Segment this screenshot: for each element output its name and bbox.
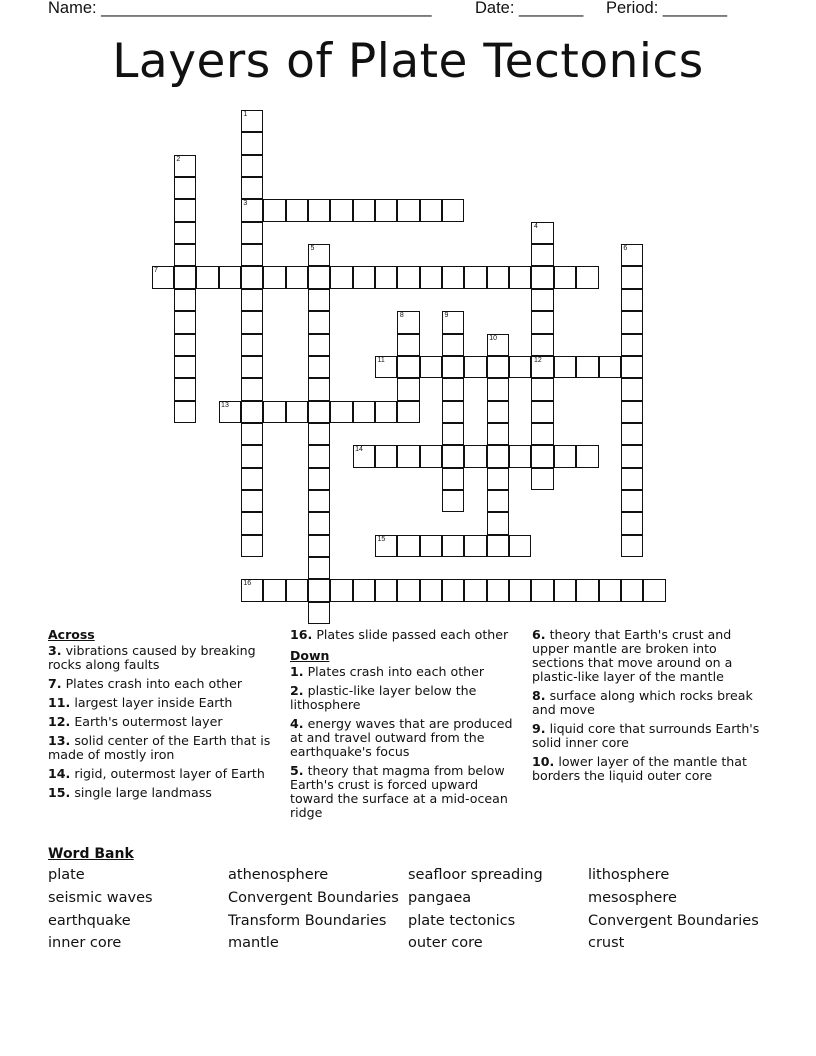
crossword-cell[interactable] [487, 378, 509, 400]
clue-down-1: 1. Plates crash into each other [290, 664, 485, 679]
clue-number: 13 [221, 401, 229, 409]
crossword-cell[interactable] [621, 512, 643, 534]
crossword-cell[interactable] [241, 423, 263, 445]
crossword-cell[interactable] [621, 334, 643, 356]
crossword-cell[interactable] [531, 445, 553, 467]
down-clues-column-3 [532, 628, 768, 788]
crossword-cell[interactable] [442, 378, 464, 400]
clue-number: 14 [355, 446, 363, 454]
crossword-cell[interactable] [219, 266, 241, 288]
crossword-cell[interactable] [174, 311, 196, 333]
word-bank-item: mantle [228, 935, 279, 951]
crossword-cell[interactable] [464, 445, 486, 467]
crossword-cell[interactable] [509, 535, 531, 557]
crossword-cell[interactable] [621, 289, 643, 311]
clue-across-14: 14. rigid, outermost layer of Earth [48, 766, 265, 781]
crossword-cell[interactable] [531, 579, 553, 601]
word-bank-item: Transform Boundaries [228, 913, 387, 929]
word-bank-item: Convergent Boundaries [588, 913, 759, 929]
crossword-cell[interactable] [397, 199, 419, 221]
crossword-cell[interactable] [621, 356, 643, 378]
crossword-cell[interactable] [174, 356, 196, 378]
crossword-cell[interactable] [509, 266, 531, 288]
crossword-cell[interactable] [196, 266, 218, 288]
crossword-cell[interactable] [241, 110, 263, 132]
crossword-cell[interactable] [531, 266, 553, 288]
crossword-cell[interactable] [531, 401, 553, 423]
clue-across-7: 7. Plates crash into each other [48, 676, 243, 691]
clue-down-4: 4. energy waves that are produced at and travel outward from the earthquake's focus [290, 716, 513, 759]
crossword-cell[interactable] [464, 356, 486, 378]
crossword-cell[interactable] [308, 266, 330, 288]
period-field[interactable]: Period: _______ [606, 0, 728, 17]
word-bank-item: pangaea [408, 890, 472, 906]
clue-number: 5 [310, 245, 315, 253]
crossword-cell[interactable] [241, 378, 263, 400]
crossword-cell[interactable] [308, 602, 330, 624]
crossword-cell[interactable] [286, 579, 308, 601]
crossword-cell[interactable] [442, 468, 464, 490]
crossword-cell[interactable] [464, 535, 486, 557]
crossword-cell[interactable] [330, 266, 352, 288]
crossword-cell[interactable] [353, 266, 375, 288]
word-bank-item: earthquake [48, 913, 131, 929]
crossword-cell[interactable] [241, 289, 263, 311]
crossword-cell[interactable] [353, 445, 375, 467]
clue-number: 10 [489, 334, 498, 342]
across-heading: Across [48, 627, 95, 642]
crossword-cell[interactable] [308, 244, 330, 266]
crossword-cell[interactable] [487, 423, 509, 445]
clue-number: 4 [533, 222, 538, 230]
crossword-cell[interactable] [487, 535, 509, 557]
clue-number: 16 [243, 580, 252, 588]
crossword-cell[interactable] [330, 579, 352, 601]
clue-number: 9 [444, 312, 449, 320]
crossword-cell[interactable] [531, 334, 553, 356]
word-bank-item: plate tectonics [408, 913, 516, 929]
crossword-cell[interactable] [531, 289, 553, 311]
crossword-cell[interactable] [353, 199, 375, 221]
crossword-cell[interactable] [375, 356, 397, 378]
crossword-cell[interactable] [442, 579, 464, 601]
crossword-cell[interactable] [308, 401, 330, 423]
crossword-cell[interactable] [621, 378, 643, 400]
crossword-cell[interactable] [397, 266, 419, 288]
crossword-cell[interactable] [531, 311, 553, 333]
clue-number: 11 [377, 356, 385, 364]
crossword-cell[interactable] [174, 222, 196, 244]
crossword-cell[interactable] [397, 334, 419, 356]
clue-number: 12 [533, 356, 542, 364]
clue-down-10: 10. lower layer of the mantle that borders the liquid outer core [532, 754, 747, 783]
crossword-cell[interactable] [487, 445, 509, 467]
word-bank-item: Convergent Boundaries [228, 890, 399, 906]
crossword-cell[interactable] [554, 356, 576, 378]
crossword-cell[interactable] [375, 266, 397, 288]
crossword-cell[interactable] [420, 535, 442, 557]
crossword-cell[interactable] [241, 468, 263, 490]
crossword-cell[interactable] [286, 266, 308, 288]
word-bank-heading: Word Bank [48, 846, 134, 862]
crossword-cell[interactable] [241, 222, 263, 244]
crossword-cell[interactable] [442, 490, 464, 512]
clue-down-9: 9. liquid core that surrounds Earth's solid inner core [532, 721, 760, 750]
crossword-cell[interactable] [308, 445, 330, 467]
crossword-cell[interactable] [219, 401, 241, 423]
crossword-cell[interactable] [308, 579, 330, 601]
crossword-cell[interactable] [308, 378, 330, 400]
crossword-cell[interactable] [487, 334, 509, 356]
crossword-cell[interactable] [308, 490, 330, 512]
crossword-cell[interactable] [241, 132, 263, 154]
crossword-cell[interactable] [621, 445, 643, 467]
crossword-cell[interactable] [397, 535, 419, 557]
crossword-cell[interactable] [621, 490, 643, 512]
crossword-cell[interactable] [263, 199, 285, 221]
crossword-cell[interactable] [308, 289, 330, 311]
clue-number: 8 [399, 312, 404, 320]
crossword-cell[interactable] [442, 356, 464, 378]
crossword-cell[interactable] [554, 579, 576, 601]
crossword-cell[interactable] [487, 356, 509, 378]
crossword-cell[interactable] [531, 468, 553, 490]
crossword-cell[interactable] [308, 423, 330, 445]
crossword-cell[interactable] [420, 199, 442, 221]
crossword-cell[interactable] [576, 579, 598, 601]
crossword-cell[interactable] [420, 266, 442, 288]
crossword-cell[interactable] [241, 199, 263, 221]
crossword-cell[interactable] [621, 266, 643, 288]
crossword-cell[interactable] [531, 222, 553, 244]
crossword-cell[interactable] [397, 445, 419, 467]
crossword-cell[interactable] [241, 311, 263, 333]
crossword-cell[interactable] [531, 356, 553, 378]
crossword-cell[interactable] [576, 266, 598, 288]
crossword-cell[interactable] [241, 155, 263, 177]
crossword-cell[interactable] [420, 579, 442, 601]
down-heading: Down [290, 648, 330, 663]
crossword-cell[interactable] [509, 579, 531, 601]
crossword-cell[interactable] [263, 266, 285, 288]
clue-across-15: 15. single large landmass [48, 785, 212, 800]
crossword-cell[interactable] [576, 445, 598, 467]
crossword-cell[interactable] [487, 490, 509, 512]
crossword-cell[interactable] [621, 579, 643, 601]
clue-number: 1 [243, 111, 248, 118]
crossword-cell[interactable] [375, 579, 397, 601]
crossword-cell[interactable] [621, 401, 643, 423]
crossword-cell[interactable] [308, 356, 330, 378]
crossword-cell[interactable] [241, 445, 263, 467]
clue-number: 15 [377, 535, 386, 543]
crossword-cell[interactable] [487, 468, 509, 490]
crossword-cell[interactable] [174, 401, 196, 423]
crossword-cell[interactable] [152, 266, 174, 288]
word-bank-item: plate [48, 867, 85, 883]
crossword-cell[interactable] [241, 334, 263, 356]
clue-number: 6 [623, 245, 628, 253]
crossword-cell[interactable] [174, 244, 196, 266]
crossword-cell[interactable] [263, 579, 285, 601]
crossword-cell[interactable] [174, 334, 196, 356]
crossword-cell[interactable] [487, 266, 509, 288]
crossword-cell[interactable] [442, 445, 464, 467]
crossword-cell[interactable] [576, 356, 598, 378]
crossword-cell[interactable] [308, 512, 330, 534]
crossword-cell[interactable] [643, 579, 665, 601]
crossword-cell[interactable] [174, 289, 196, 311]
crossword-cell[interactable] [442, 423, 464, 445]
crossword-cell[interactable] [442, 311, 464, 333]
crossword-cell[interactable] [621, 535, 643, 557]
crossword-cell[interactable] [487, 512, 509, 534]
clue-number: 3 [243, 200, 248, 208]
crossword-cell[interactable] [397, 579, 419, 601]
crossword-cell[interactable] [397, 378, 419, 400]
crossword-cell[interactable] [286, 199, 308, 221]
crossword-cell[interactable] [241, 512, 263, 534]
crossword-cell[interactable] [241, 401, 263, 423]
clue-across-12: 12. Earth's outermost layer [48, 714, 223, 729]
crossword-cell[interactable] [330, 401, 352, 423]
crossword-cell[interactable] [241, 579, 263, 601]
crossword-cell[interactable] [531, 378, 553, 400]
crossword-cell[interactable] [464, 579, 486, 601]
word-bank-item: seismic waves [48, 890, 153, 906]
crossword-cell[interactable] [487, 579, 509, 601]
clue-across-11: 11. largest layer inside Earth [48, 695, 233, 710]
crossword-cell[interactable] [241, 266, 263, 288]
crossword-cell[interactable] [621, 244, 643, 266]
crossword-cell[interactable] [621, 468, 643, 490]
clue-down-6: 6. theory that Earth's crust and upper mantle are broken into sections that move around on a plastic-like layer of the mantle [532, 627, 733, 684]
across-clues-column-1 [48, 628, 274, 805]
crossword-cell[interactable] [509, 356, 531, 378]
crossword-cell[interactable] [174, 266, 196, 288]
crossword-cell[interactable] [375, 445, 397, 467]
crossword-cell[interactable] [442, 199, 464, 221]
clues-column-2 [290, 628, 518, 825]
page-title: Layers of Plate Tectonics [112, 34, 704, 89]
word-bank-item: mesosphere [588, 890, 677, 906]
crossword-cell[interactable] [599, 356, 621, 378]
crossword-cell[interactable] [464, 266, 486, 288]
crossword-cell[interactable] [375, 401, 397, 423]
word-bank-item: seafloor spreading [408, 867, 543, 883]
crossword-cell[interactable] [241, 490, 263, 512]
clue-across-3: 3. vibrations caused by breaking rocks along faults [48, 643, 256, 672]
crossword-cell[interactable] [375, 535, 397, 557]
clue-number: 7 [154, 267, 158, 275]
crossword-cell[interactable] [174, 199, 196, 221]
crossword-cell[interactable] [531, 423, 553, 445]
word-bank-item: athenosphere [228, 867, 329, 883]
crossword-cell[interactable] [174, 177, 196, 199]
date-field[interactable]: Date: _______ [475, 0, 584, 17]
crossword-cell[interactable] [241, 535, 263, 557]
crossword-cell[interactable] [353, 579, 375, 601]
crossword-cell[interactable] [308, 468, 330, 490]
word-bank-item: inner core [48, 935, 122, 951]
crossword-cell[interactable] [442, 401, 464, 423]
crossword-cell[interactable] [375, 199, 397, 221]
crossword-cell[interactable] [621, 423, 643, 445]
clue-across-16: 16. Plates slide passed each other [290, 627, 509, 642]
clue-across-13: 13. solid center of the Earth that is made of mostly iron [48, 733, 271, 762]
crossword-cell[interactable] [308, 311, 330, 333]
name-field[interactable]: Name: ____________________________________ [48, 0, 432, 17]
crossword-cell[interactable] [531, 244, 553, 266]
crossword-cell[interactable] [308, 334, 330, 356]
crossword-cell[interactable] [308, 557, 330, 579]
clue-down-8: 8. surface along which rocks break and move [532, 688, 753, 717]
crossword-cell[interactable] [442, 266, 464, 288]
crossword-cell[interactable] [397, 401, 419, 423]
crossword-cell[interactable] [286, 401, 308, 423]
clue-down-2: 2. plastic-like layer below the lithosphere [290, 683, 477, 712]
crossword-cell[interactable] [487, 401, 509, 423]
crossword-cell[interactable] [241, 244, 263, 266]
crossword-cell[interactable] [420, 445, 442, 467]
crossword-cell[interactable] [621, 311, 643, 333]
crossword-cell[interactable] [308, 199, 330, 221]
crossword-cell[interactable] [174, 378, 196, 400]
crossword-cell[interactable] [599, 579, 621, 601]
crossword-cell[interactable] [308, 535, 330, 557]
word-bank-item: lithosphere [588, 867, 670, 883]
crossword-cell[interactable] [241, 356, 263, 378]
crossword-cell[interactable] [174, 155, 196, 177]
crossword-cell[interactable] [554, 445, 576, 467]
crossword-cell[interactable] [420, 356, 442, 378]
crossword-cell[interactable] [509, 445, 531, 467]
crossword-cell[interactable] [397, 356, 419, 378]
crossword-cell[interactable] [330, 199, 352, 221]
word-bank-item: outer core [408, 935, 483, 951]
crossword-cell[interactable] [263, 401, 285, 423]
crossword-cell[interactable] [442, 535, 464, 557]
clue-down-5: 5. theory that magma from below Earth's crust is forced upward toward the surface at a mid-ocean ridge [290, 763, 508, 820]
crossword-cell[interactable] [241, 177, 263, 199]
crossword-cell[interactable] [397, 311, 419, 333]
crossword-cell[interactable] [442, 334, 464, 356]
word-bank-item: crust [588, 935, 625, 951]
crossword-cell[interactable] [353, 401, 375, 423]
clue-number: 2 [176, 155, 181, 163]
crossword-cell[interactable] [554, 266, 576, 288]
